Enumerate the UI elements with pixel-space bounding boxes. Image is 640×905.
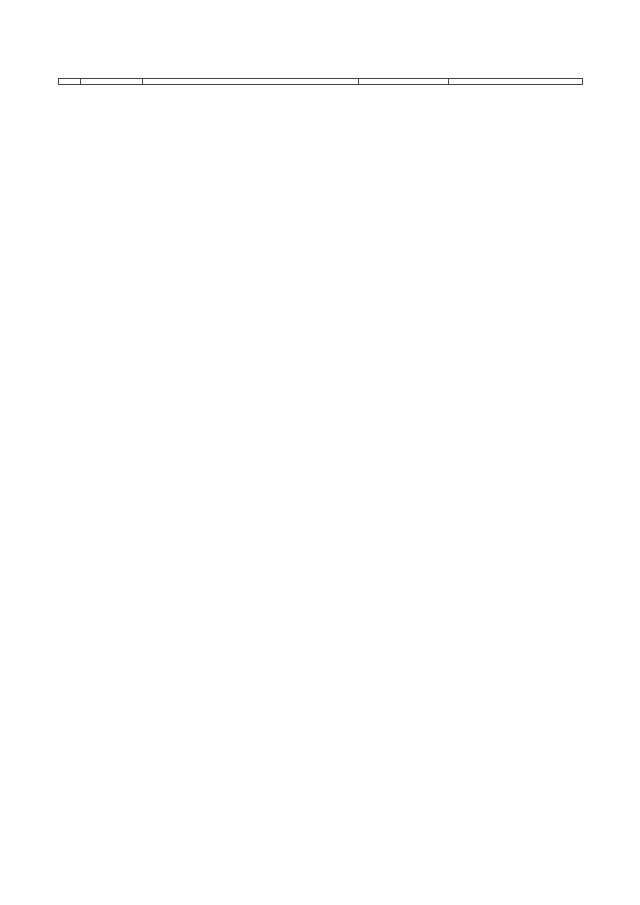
section-divider bbox=[59, 79, 583, 85]
section-num bbox=[59, 79, 81, 85]
section-title bbox=[143, 79, 359, 85]
document-page bbox=[58, 78, 582, 85]
registry-table bbox=[58, 78, 583, 85]
section-count bbox=[81, 79, 143, 85]
section-count-2 bbox=[359, 79, 449, 85]
